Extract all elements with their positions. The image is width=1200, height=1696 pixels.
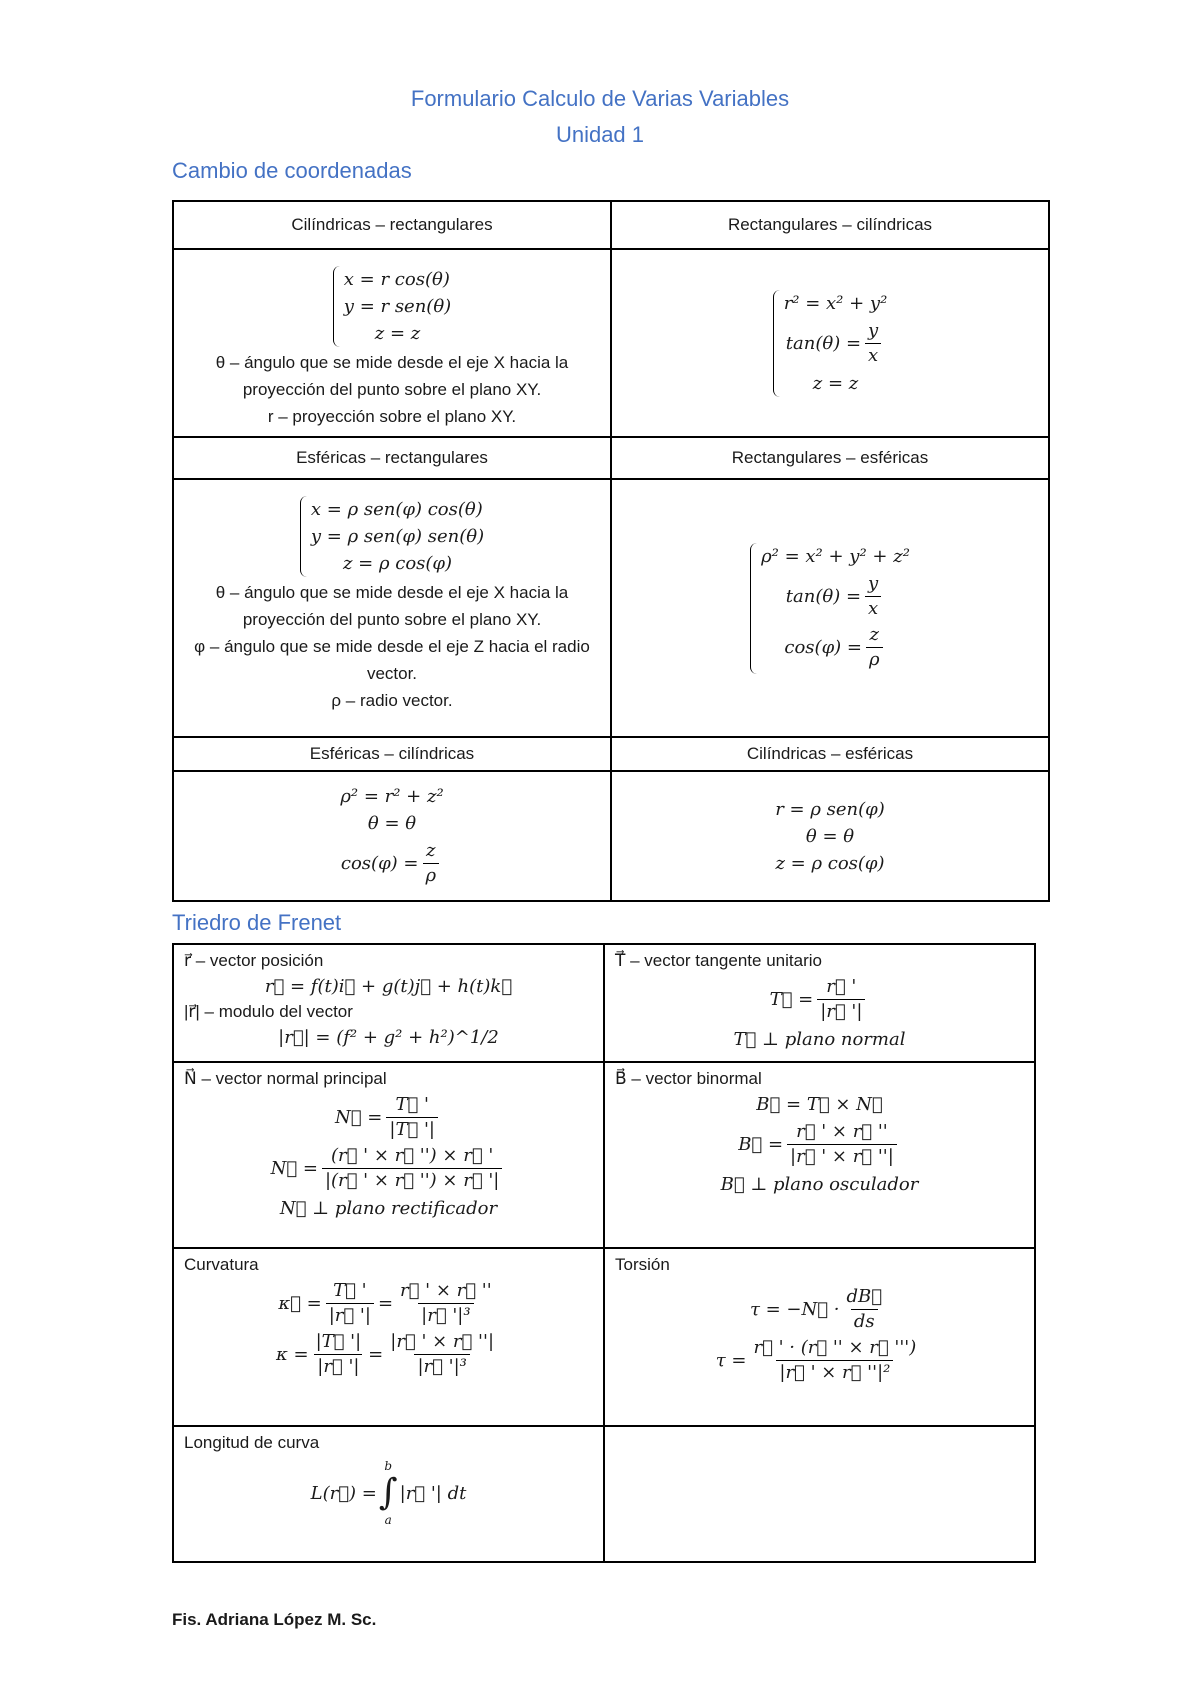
eq-normal-perp: N⃗ ⊥ plano rectificador — [279, 1198, 498, 1219]
cell-esf-rect — [173, 479, 611, 737]
cell-curvature — [173, 1248, 604, 1426]
frac-den: |r⃗ ' × r⃗ ''| — [787, 1144, 897, 1169]
section-heading-coordinates: Cambio de coordenadas — [172, 158, 412, 183]
eq-cil-rect-x: x = r cos(θ) — [343, 269, 450, 290]
cell-cil-rect — [173, 249, 611, 437]
eq-esf-cil-theta: θ = θ — [367, 812, 417, 834]
label-binormal: B⃗ – vector binormal — [615, 1069, 762, 1088]
frac-num: dB⃗ — [846, 1286, 883, 1307]
equals-sign: = — [368, 1344, 384, 1365]
desc-r: r – proyección sobre el plano XY. — [267, 407, 517, 426]
eq-cil-rect-y: y = r sen(θ) — [343, 296, 452, 317]
cell-binormal — [604, 1062, 1035, 1248]
label-torsion: Torsión — [615, 1255, 670, 1274]
coordinates-table — [172, 200, 1050, 902]
frac-num: T⃗ ' — [333, 1280, 367, 1301]
frac-den: ds — [851, 1309, 878, 1334]
eq-cil-esf-z: z = ρ cos(φ) — [775, 852, 885, 874]
frac-den: ρ — [423, 863, 440, 888]
eq-curvature-lhs: κ = — [275, 1344, 309, 1365]
frac-num: r⃗ ' — [826, 976, 857, 997]
header-cil-esf: Cilíndricas – esféricas — [611, 737, 1049, 771]
integral-lower-limit: a — [384, 1513, 392, 1527]
cell-rect-esf — [611, 479, 1049, 737]
desc-theta: θ – ángulo que se mide desde el eje X hacia la proyección del punto sobre el plano XY. — [215, 353, 569, 399]
frac-num: r⃗ ' × r⃗ '' — [400, 1280, 492, 1301]
frac-num: T⃗ ' — [395, 1094, 429, 1115]
frac-num: r⃗ ' × r⃗ '' — [796, 1121, 888, 1142]
eq-rect-cil-r: r² = x² + y² — [783, 292, 888, 314]
eq-rect-esf-rho: ρ² = x² + y² + z² — [761, 545, 910, 567]
frac-den: |(r⃗ ' × r⃗ '') × r⃗ '| — [322, 1168, 502, 1193]
eq-cil-esf-r: r = ρ sen(φ) — [775, 798, 885, 820]
frac-den: |r⃗ ' × r⃗ ''|² — [776, 1360, 893, 1385]
desc-phi: φ – ángulo que se mide desde el eje Z hacia el radio vector. — [194, 637, 590, 683]
frac-num: z — [426, 839, 436, 861]
frac-num: r⃗ ' · (r⃗ '' × r⃗ ''') — [753, 1337, 917, 1358]
eq-cil-esf-theta: θ = θ — [805, 825, 855, 847]
eq-tangent-lhs: T⃗ = — [769, 989, 814, 1010]
eq-binormal-perp: B⃗ ⊥ plano osculador — [720, 1174, 919, 1195]
cell-position-vector — [173, 944, 604, 1062]
desc-rho: ρ – radio vector. — [331, 691, 453, 710]
label-curve-length: Longitud de curva — [184, 1433, 320, 1452]
cell-normal — [173, 1062, 604, 1248]
frac-den: |r⃗ '| — [314, 1354, 362, 1379]
eq-length-lhs: L(r⃗) = — [310, 1482, 377, 1504]
integral-sign: ∫ — [378, 1472, 398, 1513]
header-esf-rect: Esféricas – rectangulares — [173, 437, 611, 479]
frac-den: |r⃗ '|³ — [418, 1303, 473, 1328]
frac-num: z — [869, 623, 880, 645]
eq-esf-rect-x: x = ρ sen(φ) cos(θ) — [310, 499, 483, 520]
eq-rect-esf-tan: tan(θ) = — [785, 585, 862, 607]
eq-cil-rect-z: z = z — [374, 323, 421, 344]
frac-den: x — [865, 343, 881, 368]
eq-modulus: |r⃗| = (f² + g² + h²)^1/2 — [278, 1027, 499, 1048]
label-tangent: T⃗ – vector tangente unitario — [615, 951, 822, 970]
equals-sign: = — [377, 1293, 394, 1314]
document-title: Formulario Calculo de Varias Variables — [410, 86, 790, 111]
frac-den: x — [865, 596, 881, 621]
eq-torsion2-lhs: τ = — [715, 1350, 747, 1371]
header-cil-rect: Cilíndricas – rectangulares — [173, 201, 611, 249]
cell-tangent — [604, 944, 1035, 1062]
cell-rect-cil — [611, 249, 1049, 437]
frac-den: |r⃗ '|³ — [414, 1354, 469, 1379]
eq-esf-rect-y: y = ρ sen(φ) sen(θ) — [310, 526, 485, 547]
document-subtitle: Unidad 1 — [555, 122, 645, 147]
cell-empty — [604, 1426, 1035, 1562]
header-rect-esf: Rectangulares – esféricas — [611, 437, 1049, 479]
frac-den: |r⃗ '| — [817, 999, 865, 1024]
eq-curvature-vec-lhs: κ⃗ = — [278, 1293, 322, 1314]
eq-normal-lhs: N⃗ = — [270, 1158, 318, 1179]
label-curvature: Curvatura — [184, 1255, 259, 1274]
cell-torsion — [604, 1248, 1035, 1426]
eq-position-vector: r⃗ = f(t)i⃗ + g(t)j⃗ + h(t)k⃗ — [264, 976, 513, 997]
frac-den: |r⃗ '| — [326, 1303, 374, 1328]
eq-esf-cil-rho: ρ² = r² + z² — [340, 785, 444, 807]
frac-den: |T⃗ '| — [386, 1117, 438, 1142]
eq-binormal-lhs: B⃗ = — [738, 1134, 784, 1155]
eq-rect-esf-cos: cos(φ) = — [784, 636, 862, 658]
cell-curve-length — [173, 1426, 604, 1562]
eq-esf-cil-cos: cos(φ) = — [340, 852, 419, 874]
frenet-table — [172, 943, 1036, 1563]
eq-rect-cil-tan: tan(θ) = — [785, 332, 862, 354]
eq-tangent-perp: T⃗ ⊥ plano normal — [733, 1029, 906, 1050]
frac-num: (r⃗ ' × r⃗ '') × r⃗ ' — [331, 1145, 494, 1166]
header-rect-cil: Rectangulares – cilíndricas — [611, 201, 1049, 249]
eq-length-rhs: |r⃗ '| dt — [399, 1482, 467, 1504]
eq-esf-rect-z: z = ρ cos(φ) — [342, 553, 453, 574]
integral-upper-limit: b — [384, 1459, 393, 1473]
eq-rect-cil-z: z = z — [812, 372, 859, 394]
eq-binormal: B⃗ = T⃗ × N⃗ — [756, 1094, 883, 1115]
frac-den: ρ — [866, 647, 883, 672]
frac-num: y — [868, 572, 879, 594]
eq-normal-lhs: N⃗ = — [335, 1107, 383, 1128]
cell-cil-esf — [611, 771, 1049, 901]
footer-author: Fis. Adriana López M. Sc. — [172, 1610, 377, 1629]
frac-num: |r⃗ ' × r⃗ ''| — [390, 1331, 495, 1352]
frac-num: y — [868, 319, 879, 341]
label-modulus: |r⃗| – modulo del vector — [184, 1002, 353, 1021]
cell-esf-cil — [173, 771, 611, 901]
frac-num: |T⃗ '| — [315, 1331, 362, 1352]
label-position-vector: r⃗ – vector posición — [184, 951, 324, 970]
section-heading-frenet: Triedro de Frenet — [172, 910, 342, 935]
desc-theta-esf: θ – ángulo que se mide desde el eje X hacia la proyección del punto sobre el plano XY. — [215, 583, 569, 629]
header-esf-cil: Esféricas – cilíndricas — [173, 737, 611, 771]
label-normal: N⃗ – vector normal principal — [184, 1069, 387, 1088]
eq-torsion1-lhs: τ = −N⃗ · — [749, 1299, 840, 1320]
